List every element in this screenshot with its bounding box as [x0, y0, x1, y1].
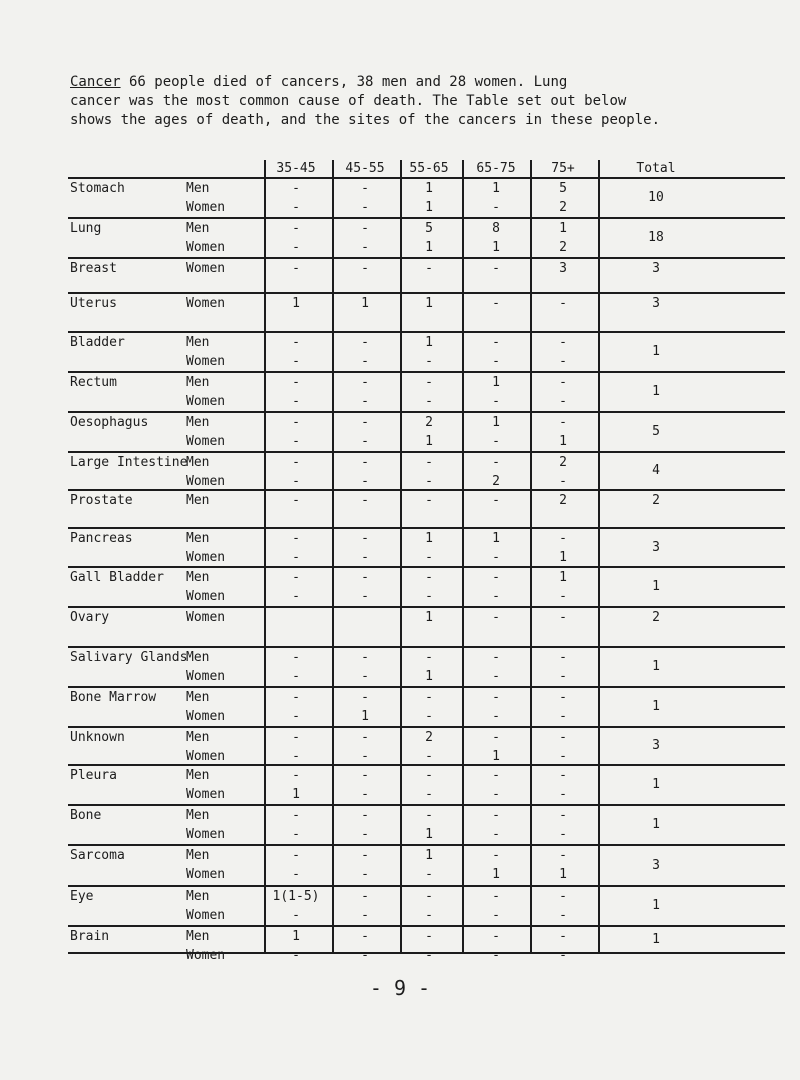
- column-divider: [462, 160, 464, 953]
- count-cell: 1: [559, 867, 567, 882]
- total-cell: 4: [652, 463, 660, 478]
- row-divider: [68, 257, 785, 259]
- site-label: Uterus: [70, 296, 117, 311]
- count-cell: -: [492, 650, 500, 665]
- count-cell: -: [292, 848, 300, 863]
- count-cell: -: [292, 709, 300, 724]
- sex-label: Men: [186, 335, 210, 350]
- total-cell: 3: [652, 540, 660, 555]
- sex-label: Women: [186, 354, 226, 369]
- sex-label: Women: [186, 434, 226, 449]
- column-divider: [598, 160, 600, 953]
- site-label: Eye: [70, 889, 94, 904]
- count-cell: -: [559, 375, 567, 390]
- count-cell: -: [361, 749, 369, 764]
- count-cell: -: [361, 434, 369, 449]
- row-divider: [68, 844, 785, 846]
- count-cell: 1: [492, 867, 500, 882]
- site-label: Prostate: [70, 493, 133, 508]
- column-header: 65-75: [476, 161, 516, 176]
- count-cell: -: [492, 787, 500, 802]
- sex-label: Men: [186, 570, 210, 585]
- count-cell: -: [361, 948, 369, 963]
- count-cell: -: [292, 493, 300, 508]
- count-cell: -: [559, 394, 567, 409]
- count-cell: -: [361, 570, 369, 585]
- sex-label: Women: [186, 589, 226, 604]
- site-label: Ovary: [70, 610, 110, 625]
- count-cell: -: [292, 690, 300, 705]
- count-cell: -: [425, 650, 433, 665]
- count-cell: -: [292, 948, 300, 963]
- row-divider: [68, 331, 785, 333]
- count-cell: -: [292, 200, 300, 215]
- row-divider: [68, 411, 785, 413]
- site-label: Oesophagus: [70, 415, 149, 430]
- count-cell: -: [492, 296, 500, 311]
- count-cell: 2: [425, 415, 433, 430]
- count-cell: 1: [492, 531, 500, 546]
- count-cell: 1: [492, 749, 500, 764]
- count-cell: 1: [559, 221, 567, 236]
- count-cell: -: [361, 690, 369, 705]
- count-cell: -: [559, 610, 567, 625]
- count-cell: -: [425, 261, 433, 276]
- count-cell: -: [292, 394, 300, 409]
- sex-label: Women: [186, 240, 226, 255]
- count-cell: -: [492, 394, 500, 409]
- total-cell: 1: [652, 384, 660, 399]
- row-divider: [68, 764, 785, 766]
- count-cell: -: [292, 181, 300, 196]
- sex-label: Women: [186, 200, 226, 215]
- count-cell: -: [425, 354, 433, 369]
- sex-label: Women: [186, 394, 226, 409]
- column-divider: [332, 160, 334, 953]
- count-cell: -: [361, 354, 369, 369]
- site-label: Bone Marrow: [70, 690, 157, 705]
- count-cell: -: [492, 808, 500, 823]
- count-cell: -: [559, 709, 567, 724]
- count-cell: 1: [559, 434, 567, 449]
- count-cell: 1: [361, 296, 369, 311]
- count-cell: -: [492, 768, 500, 783]
- count-cell: 2: [559, 493, 567, 508]
- count-cell: -: [361, 240, 369, 255]
- sex-label: Men: [186, 848, 210, 863]
- count-cell: -: [425, 808, 433, 823]
- site-label: Gall Bladder: [70, 570, 164, 585]
- count-cell: 1: [425, 610, 433, 625]
- count-cell: 5: [559, 181, 567, 196]
- count-cell: -: [361, 730, 369, 745]
- count-cell: -: [559, 889, 567, 904]
- sex-label: Women: [186, 749, 226, 764]
- count-cell: 3: [559, 261, 567, 276]
- count-cell: -: [361, 889, 369, 904]
- sex-label: Men: [186, 375, 210, 390]
- count-cell: -: [361, 455, 369, 470]
- count-cell: -: [361, 550, 369, 565]
- count-cell: -: [361, 827, 369, 842]
- cancer-sites-table: [68, 160, 785, 963]
- sex-label: Men: [186, 455, 210, 470]
- sex-label: Men: [186, 415, 210, 430]
- intro-line-3: shows the ages of death, and the sites of the cancers in these people.: [70, 112, 661, 128]
- count-cell: -: [361, 867, 369, 882]
- count-cell: -: [292, 354, 300, 369]
- count-cell: 1: [425, 669, 433, 684]
- count-cell: 1: [425, 531, 433, 546]
- count-cell: -: [559, 948, 567, 963]
- total-cell: 3: [652, 296, 660, 311]
- count-cell: -: [492, 455, 500, 470]
- total-cell: 3: [652, 738, 660, 753]
- count-cell: -: [559, 730, 567, 745]
- row-divider: [68, 177, 785, 179]
- count-cell: 1: [361, 709, 369, 724]
- count-cell: -: [425, 589, 433, 604]
- sex-label: Men: [186, 493, 210, 508]
- total-cell: 10: [648, 190, 664, 205]
- sex-label: Men: [186, 181, 210, 196]
- row-divider: [68, 217, 785, 219]
- count-cell: -: [425, 889, 433, 904]
- count-cell: -: [425, 570, 433, 585]
- column-header: 75+: [551, 161, 575, 176]
- sex-label: Men: [186, 221, 210, 236]
- count-cell: -: [292, 415, 300, 430]
- count-cell: -: [559, 335, 567, 350]
- count-cell: -: [361, 650, 369, 665]
- count-cell: 1: [292, 296, 300, 311]
- count-cell: -: [559, 827, 567, 842]
- count-cell: -: [292, 221, 300, 236]
- count-cell: 1: [492, 240, 500, 255]
- total-cell: 2: [652, 493, 660, 508]
- count-cell: -: [492, 434, 500, 449]
- count-cell: -: [425, 787, 433, 802]
- count-cell: -: [361, 768, 369, 783]
- site-label: Sarcoma: [70, 848, 125, 863]
- site-label: Breast: [70, 261, 117, 276]
- row-divider: [68, 371, 785, 373]
- count-cell: -: [292, 531, 300, 546]
- total-cell: 1: [652, 579, 660, 594]
- count-cell: 1: [492, 181, 500, 196]
- count-cell: -: [425, 550, 433, 565]
- count-cell: -: [292, 375, 300, 390]
- site-label: Unknown: [70, 730, 125, 745]
- total-cell: 1: [652, 932, 660, 947]
- count-cell: 1: [292, 787, 300, 802]
- count-cell: -: [425, 375, 433, 390]
- sex-label: Men: [186, 650, 210, 665]
- intro-line-2: cancer was the most common cause of death. The Table set out below: [70, 93, 627, 109]
- site-label: Brain: [70, 929, 110, 944]
- count-cell: 1: [292, 929, 300, 944]
- count-cell: -: [292, 650, 300, 665]
- count-cell: -: [361, 493, 369, 508]
- row-divider: [68, 726, 785, 728]
- count-cell: 1: [425, 827, 433, 842]
- count-cell: -: [361, 415, 369, 430]
- count-cell: -: [559, 908, 567, 923]
- row-divider: [68, 566, 785, 568]
- count-cell: -: [425, 768, 433, 783]
- total-cell: 18: [648, 230, 664, 245]
- count-cell: -: [292, 474, 300, 489]
- count-cell: -: [361, 394, 369, 409]
- count-cell: -: [292, 669, 300, 684]
- count-cell: -: [425, 867, 433, 882]
- count-cell: -: [425, 749, 433, 764]
- count-cell: 5: [425, 221, 433, 236]
- site-label: Rectum: [70, 375, 117, 390]
- count-cell: -: [559, 768, 567, 783]
- count-cell: 2: [425, 730, 433, 745]
- column-header: 55-65: [409, 161, 449, 176]
- count-cell: 8: [492, 221, 500, 236]
- site-label: Large Intestine: [70, 455, 188, 470]
- count-cell: -: [492, 610, 500, 625]
- count-cell: -: [425, 690, 433, 705]
- sex-label: Women: [186, 948, 226, 963]
- sex-label: Women: [186, 261, 226, 276]
- column-header: Total: [636, 161, 676, 176]
- count-cell: -: [492, 929, 500, 944]
- count-cell: -: [492, 550, 500, 565]
- count-cell: -: [492, 730, 500, 745]
- count-cell: -: [361, 261, 369, 276]
- count-cell: 2: [492, 474, 500, 489]
- count-cell: -: [492, 493, 500, 508]
- count-cell: 1: [559, 570, 567, 585]
- row-divider: [68, 489, 785, 491]
- count-cell: -: [492, 589, 500, 604]
- row-divider: [68, 451, 785, 453]
- sex-label: Men: [186, 730, 210, 745]
- count-cell: -: [559, 808, 567, 823]
- count-cell: -: [292, 749, 300, 764]
- site-label: Salivary Glands: [70, 650, 188, 665]
- count-cell: 1: [492, 415, 500, 430]
- column-header: 35-45: [276, 161, 316, 176]
- count-cell: -: [492, 908, 500, 923]
- count-cell: -: [361, 531, 369, 546]
- count-cell: -: [361, 669, 369, 684]
- sex-label: Women: [186, 787, 226, 802]
- count-cell: -: [425, 948, 433, 963]
- count-cell: -: [559, 787, 567, 802]
- count-cell: -: [492, 261, 500, 276]
- sex-label: Men: [186, 531, 210, 546]
- count-cell: -: [492, 709, 500, 724]
- sex-label: Women: [186, 867, 226, 882]
- count-cell: -: [559, 589, 567, 604]
- sex-label: Women: [186, 827, 226, 842]
- count-cell: -: [492, 354, 500, 369]
- count-cell: -: [361, 929, 369, 944]
- sex-label: Men: [186, 690, 210, 705]
- count-cell: -: [559, 296, 567, 311]
- count-cell: -: [559, 650, 567, 665]
- count-cell: -: [292, 908, 300, 923]
- count-cell: -: [492, 570, 500, 585]
- total-cell: 2: [652, 610, 660, 625]
- count-cell: -: [292, 808, 300, 823]
- row-divider: [68, 925, 785, 927]
- count-cell: 1: [425, 240, 433, 255]
- count-cell: -: [361, 787, 369, 802]
- row-divider: [68, 686, 785, 688]
- count-cell: -: [492, 690, 500, 705]
- page-number: - 9 -: [369, 976, 431, 1000]
- count-cell: -: [492, 200, 500, 215]
- total-cell: 3: [652, 858, 660, 873]
- count-cell: -: [292, 827, 300, 842]
- sex-label: Men: [186, 808, 210, 823]
- count-cell: -: [492, 889, 500, 904]
- count-cell: -: [425, 908, 433, 923]
- count-cell: -: [425, 474, 433, 489]
- count-cell: -: [492, 669, 500, 684]
- count-cell: -: [559, 690, 567, 705]
- sex-label: Women: [186, 610, 226, 625]
- count-cell: -: [292, 730, 300, 745]
- sex-label: Men: [186, 768, 210, 783]
- sex-label: Women: [186, 474, 226, 489]
- count-cell: -: [361, 848, 369, 863]
- total-cell: 1: [652, 898, 660, 913]
- count-cell: -: [559, 749, 567, 764]
- site-label: Bladder: [70, 335, 125, 350]
- count-cell: -: [292, 434, 300, 449]
- column-header: 45-55: [345, 161, 385, 176]
- row-divider: [68, 527, 785, 529]
- sex-label: Men: [186, 889, 210, 904]
- sex-label: Women: [186, 669, 226, 684]
- count-cell: 2: [559, 455, 567, 470]
- count-cell: -: [425, 455, 433, 470]
- count-cell: -: [559, 415, 567, 430]
- row-divider: [68, 646, 785, 648]
- count-cell: -: [292, 550, 300, 565]
- count-cell: -: [292, 455, 300, 470]
- count-cell: -: [361, 474, 369, 489]
- count-cell: -: [425, 394, 433, 409]
- total-cell: 1: [652, 817, 660, 832]
- total-cell: 3: [652, 261, 660, 276]
- row-divider: [68, 292, 785, 294]
- count-cell: -: [361, 181, 369, 196]
- count-cell: -: [361, 335, 369, 350]
- row-divider: [68, 885, 785, 887]
- count-cell: -: [292, 570, 300, 585]
- site-label: Stomach: [70, 181, 125, 196]
- count-cell: 1: [425, 181, 433, 196]
- site-label: Pleura: [70, 768, 117, 783]
- count-cell: 1: [425, 335, 433, 350]
- count-cell: 1: [559, 550, 567, 565]
- count-cell: 2: [559, 200, 567, 215]
- count-cell: -: [361, 808, 369, 823]
- total-cell: 1: [652, 659, 660, 674]
- total-cell: 1: [652, 699, 660, 714]
- count-cell: 1(1-5): [272, 889, 320, 904]
- sex-label: Men: [186, 929, 210, 944]
- count-cell: -: [559, 531, 567, 546]
- total-cell: 1: [652, 777, 660, 792]
- row-divider: [68, 804, 785, 806]
- count-cell: 1: [425, 200, 433, 215]
- count-cell: -: [361, 200, 369, 215]
- count-cell: -: [425, 929, 433, 944]
- count-cell: -: [425, 493, 433, 508]
- count-cell: -: [492, 335, 500, 350]
- count-cell: -: [559, 848, 567, 863]
- count-cell: -: [559, 669, 567, 684]
- count-cell: -: [492, 827, 500, 842]
- site-label: Bone: [70, 808, 102, 823]
- count-cell: -: [292, 261, 300, 276]
- count-cell: -: [559, 474, 567, 489]
- count-cell: 1: [492, 375, 500, 390]
- sex-label: Women: [186, 908, 226, 923]
- count-cell: -: [559, 354, 567, 369]
- site-label: Lung: [70, 221, 102, 236]
- count-cell: -: [292, 589, 300, 604]
- count-cell: -: [292, 768, 300, 783]
- total-cell: 1: [652, 344, 660, 359]
- intro-paragraph: [70, 73, 790, 130]
- count-cell: -: [292, 867, 300, 882]
- column-divider: [530, 160, 532, 953]
- count-cell: -: [361, 908, 369, 923]
- sex-label: Women: [186, 550, 226, 565]
- count-cell: -: [361, 221, 369, 236]
- intro-title: Cancer: [70, 74, 121, 90]
- site-label: Pancreas: [70, 531, 133, 546]
- count-cell: 1: [425, 296, 433, 311]
- count-cell: -: [361, 589, 369, 604]
- count-cell: -: [492, 848, 500, 863]
- total-cell: 5: [652, 424, 660, 439]
- sex-label: Women: [186, 296, 226, 311]
- sex-label: Women: [186, 709, 226, 724]
- count-cell: -: [559, 929, 567, 944]
- count-cell: 2: [559, 240, 567, 255]
- intro-line-1: 66 people died of cancers, 38 men and 28 women. Lung: [120, 74, 568, 90]
- count-cell: -: [425, 709, 433, 724]
- count-cell: 1: [425, 848, 433, 863]
- row-divider: [68, 606, 785, 608]
- count-cell: -: [292, 335, 300, 350]
- count-cell: -: [492, 948, 500, 963]
- count-cell: 1: [425, 434, 433, 449]
- count-cell: -: [292, 240, 300, 255]
- count-cell: -: [361, 375, 369, 390]
